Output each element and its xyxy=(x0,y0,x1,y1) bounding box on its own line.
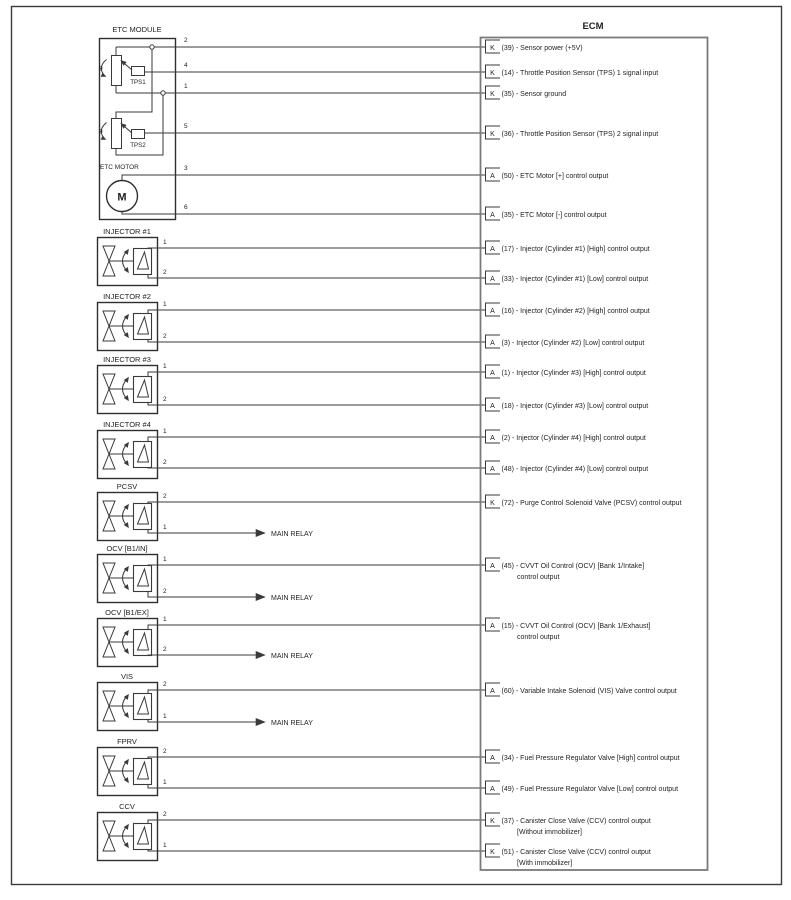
etc-motor-label: ETC MOTOR xyxy=(100,164,139,171)
pin-number: 4 xyxy=(184,62,188,69)
main-relay-label: MAIN RELAY xyxy=(271,720,313,727)
ecm-pin-letter: A xyxy=(490,435,495,442)
ecm-pin-label: (15) - CVVT Oil Control (OCV) [Bank 1/Exhaust] xyxy=(501,623,651,630)
wire-to-ecm xyxy=(148,372,486,377)
pin-number: 6 xyxy=(184,204,188,211)
ecm-pin-label-line2: [With immobilizer] xyxy=(517,860,573,867)
wire-to-ecm xyxy=(148,340,486,343)
pin-number: 1 xyxy=(163,779,167,786)
solenoid-box xyxy=(134,694,152,720)
ecm-box xyxy=(481,38,708,871)
ecm-pin-label: (49) - Fuel Pressure Regulator Valve [Low] control output xyxy=(501,786,679,793)
ecm-pin-label: (14) - Throttle Position Sensor (TPS) 1 signal input xyxy=(501,70,659,77)
ecm-pin-label: (45) - CVVT Oil Control (OCV) [Bank 1/Intake] xyxy=(501,563,645,570)
main-relay-label: MAIN RELAY xyxy=(271,653,313,660)
ecm-pin-letter: A xyxy=(490,246,495,253)
wire-to-ecm xyxy=(148,310,486,314)
pin-number: 2 xyxy=(163,588,167,595)
wire-to-ecm xyxy=(148,690,486,694)
valve-icon xyxy=(103,374,115,389)
component-label: INJECTOR #3 xyxy=(103,355,151,364)
solenoid-core-icon xyxy=(138,633,149,650)
tps2-angle-symbol: θ xyxy=(99,128,103,136)
valve-icon xyxy=(103,627,115,642)
main-relay-label: MAIN RELAY xyxy=(271,531,313,538)
ecm-pin-letter: A xyxy=(490,212,495,219)
ecm-pin-label: (3) - Injector (Cylinder #2) [Low] control output xyxy=(501,340,645,347)
solenoid-box xyxy=(134,824,152,850)
wire-motor-plus xyxy=(122,175,486,181)
ecm-pin-letter: K xyxy=(490,849,495,856)
component-label: INJECTOR #4 xyxy=(103,420,151,429)
wire-to-ecm xyxy=(148,403,486,406)
component-label: OCV [B1/IN] xyxy=(106,544,148,553)
wire-to-ecm xyxy=(148,468,486,469)
valve-icon xyxy=(103,501,115,516)
pin-number: 1 xyxy=(163,363,167,370)
ecm-pin-letter: K xyxy=(490,45,495,52)
valve-icon xyxy=(103,516,115,531)
solenoid-core-icon xyxy=(138,252,149,269)
pin-number: 2 xyxy=(163,396,167,403)
pin-number: 2 xyxy=(163,811,167,818)
ecm-pin-letter: K xyxy=(490,91,495,98)
component-label: OCV [B1/EX] xyxy=(105,608,149,617)
pin-number: 1 xyxy=(163,524,167,531)
main-relay-arrow-icon xyxy=(256,529,265,536)
valve-icon xyxy=(103,578,115,593)
wire-to-ecm xyxy=(148,757,486,759)
ecm-pin-label: (37) - Canister Close Valve (CCV) control output xyxy=(501,818,651,825)
solenoid-core-icon xyxy=(138,507,149,524)
tps1-angle-symbol: θ xyxy=(99,65,103,73)
solenoid-core-icon xyxy=(138,762,149,779)
pin-number: 2 xyxy=(163,493,167,500)
wire-to-ecm xyxy=(148,502,486,504)
ecm-pin-letter: A xyxy=(490,308,495,315)
ecm-pin-letter: K xyxy=(490,70,495,77)
wire-to-ecm xyxy=(148,565,486,566)
solenoid-box xyxy=(134,442,152,468)
valve-icon xyxy=(103,439,115,454)
valve-icon xyxy=(103,821,115,836)
solenoid-box xyxy=(134,377,152,403)
pin-number: 2 xyxy=(163,646,167,653)
solenoid-core-icon xyxy=(138,380,149,397)
ecm-pin-label-line2: control output xyxy=(517,634,560,641)
motor-symbol: M xyxy=(117,191,127,204)
component-label: ETC MODULE xyxy=(112,25,162,34)
valve-icon xyxy=(103,246,115,261)
solenoid-box xyxy=(134,759,152,785)
component-label: CCV xyxy=(119,802,135,811)
valve-icon xyxy=(103,563,115,578)
component-label: INJECTOR #2 xyxy=(103,292,151,301)
ecm-pin-label: (72) - Purge Control Solenoid Valve (PCSV) control output xyxy=(501,500,682,507)
ecm-pin-label: (51) - Canister Close Valve (CCV) control output xyxy=(501,849,651,856)
tps2-label: TPS2 xyxy=(130,142,146,149)
solenoid-box xyxy=(134,566,152,592)
solenoid-core-icon xyxy=(138,827,149,844)
tps2-rotation-arrowhead-icon xyxy=(101,136,105,139)
ecm-pin-label: (39) - Sensor power (+5V) xyxy=(501,45,583,52)
wire-to-ecm xyxy=(148,820,486,824)
valve-icon xyxy=(103,836,115,851)
tps1-resistor xyxy=(112,56,122,86)
solenoid-core-icon xyxy=(138,317,149,334)
wire-to-ecm xyxy=(148,785,486,789)
ecm-pin-label: (18) - Injector (Cylinder #3) [Low] control output xyxy=(501,403,649,410)
main-relay-arrow-icon xyxy=(256,718,265,725)
ecm-pin-label: (50) - ETC Motor [+] control output xyxy=(501,173,609,180)
ecm-pin-label: (17) - Injector (Cylinder #1) [High] control output xyxy=(501,246,650,253)
pin-number: 1 xyxy=(184,83,188,90)
solenoid-box xyxy=(134,249,152,275)
pin-number: 2 xyxy=(163,269,167,276)
component-label: VIS xyxy=(120,672,134,681)
pin-number: 1 xyxy=(163,301,167,308)
tps2-resistor xyxy=(112,119,122,149)
pin-number: 1 xyxy=(163,556,167,563)
ecm-pin-label: (60) - Variable Intake Solenoid (VIS) Valve control output xyxy=(501,688,677,695)
component-label: PCSV xyxy=(116,482,138,491)
junction-dot xyxy=(161,91,165,95)
ecm-pin-label: (2) - Injector (Cylinder #4) [High] control output xyxy=(501,435,646,442)
ecm-pin-letter: A xyxy=(490,563,495,570)
solenoid-box xyxy=(134,630,152,656)
ecm-pin-label: (36) - Throttle Position Sensor (TPS) 2 signal input xyxy=(501,131,659,138)
solenoid-box xyxy=(134,504,152,530)
valve-icon xyxy=(103,756,115,771)
ecm-pin-letter: A xyxy=(490,623,495,630)
valve-icon xyxy=(103,326,115,341)
pin-number: 1 xyxy=(163,616,167,623)
ecm-pin-letter: A xyxy=(490,688,495,695)
ecm-pin-letter: K xyxy=(490,500,495,507)
tps1-rotation-arrowhead-icon xyxy=(101,73,105,76)
ecm-pin-letter: A xyxy=(490,786,495,793)
solenoid-core-icon xyxy=(138,569,149,586)
tps1-contact-box xyxy=(132,67,145,76)
ecm-pin-letter: A xyxy=(490,403,495,410)
pin-number: 1 xyxy=(163,428,167,435)
pin-number: 1 xyxy=(163,842,167,849)
valve-icon xyxy=(103,454,115,469)
ecm-pin-letter: K xyxy=(490,131,495,138)
component-label: INJECTOR #1 xyxy=(103,227,151,236)
wire-to-ecm xyxy=(148,437,486,442)
ecm-pin-letter: A xyxy=(490,755,495,762)
valve-icon xyxy=(103,706,115,721)
ecm-pin-letter: A xyxy=(490,466,495,473)
ecm-pin-letter: K xyxy=(490,818,495,825)
ecm-pin-label: (1) - Injector (Cylinder #3) [High] control output xyxy=(501,370,646,377)
ecm-pin-letter: A xyxy=(490,340,495,347)
pin-number: 1 xyxy=(163,239,167,246)
ecm-pin-label-line2: [Without immobilizer] xyxy=(517,829,582,836)
main-relay-arrow-icon xyxy=(256,651,265,658)
pin-number: 3 xyxy=(184,165,188,172)
pin-number: 2 xyxy=(163,681,167,688)
wire-motor-minus xyxy=(122,212,486,215)
pin-number: 2 xyxy=(184,37,188,44)
ecm-pin-letter: A xyxy=(490,173,495,180)
solenoid-core-icon xyxy=(138,445,149,462)
ecm-pin-letter: A xyxy=(490,370,495,377)
junction-dot xyxy=(150,45,154,49)
wire-to-ecm xyxy=(148,248,486,249)
wire-to-main-relay xyxy=(148,655,256,656)
ecm-pin-letter: A xyxy=(490,276,495,283)
pin-number: 5 xyxy=(184,123,188,130)
ecm-pin-label: (16) - Injector (Cylinder #2) [High] control output xyxy=(501,308,650,315)
ecm-pin-label: (48) - Injector (Cylinder #4) [Low] control output xyxy=(501,466,649,473)
ecm-pin-label: (34) - Fuel Pressure Regulator Valve [High] control output xyxy=(501,755,680,762)
ecm-pin-label: (35) - Sensor ground xyxy=(501,91,567,98)
wire-to-ecm xyxy=(148,850,486,852)
pin-number: 2 xyxy=(163,748,167,755)
valve-icon xyxy=(103,389,115,404)
valve-icon xyxy=(103,771,115,786)
main-relay-arrow-icon xyxy=(256,593,265,600)
ecm-title: ECM xyxy=(582,21,604,32)
valve-icon xyxy=(103,311,115,326)
main-relay-label: MAIN RELAY xyxy=(271,595,313,602)
valve-icon xyxy=(103,642,115,657)
ecm-pin-label: (35) - ETC Motor [-] control output xyxy=(501,212,607,219)
wire-to-ecm xyxy=(148,625,486,630)
valve-icon xyxy=(103,261,115,276)
solenoid-box xyxy=(134,314,152,340)
valve-icon xyxy=(103,691,115,706)
ecm-pin-label: (33) - Injector (Cylinder #1) [Low] control output xyxy=(501,276,649,283)
pin-number: 2 xyxy=(163,333,167,340)
solenoid-core-icon xyxy=(138,697,149,714)
wire-to-ecm xyxy=(148,275,486,279)
tps2-contact-box xyxy=(132,130,145,139)
component-label: FPRV xyxy=(117,737,137,746)
pin-number: 1 xyxy=(163,713,167,720)
tps1-label: TPS1 xyxy=(130,79,146,86)
ecm-pin-label-line2: control output xyxy=(517,574,560,581)
pin-number: 2 xyxy=(163,459,167,466)
